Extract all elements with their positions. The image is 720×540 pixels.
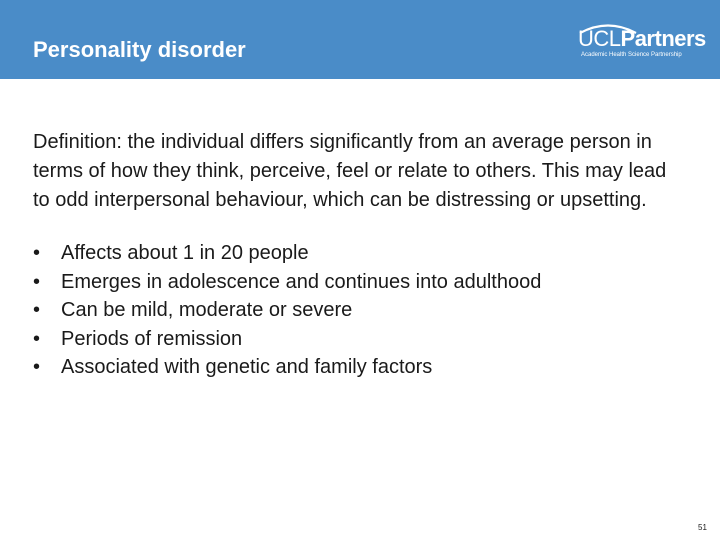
logo-partners-text: Partners: [620, 26, 706, 51]
bullet-text: Associated with genetic and family factors: [61, 356, 433, 378]
logo-tagline: Academic Health Science Partnership: [581, 52, 682, 58]
bullet-text: Periods of remission: [61, 327, 243, 350]
bullet-icon: •: [33, 356, 41, 378]
bullet-icon: •: [33, 270, 41, 293]
page-number: 51: [698, 523, 707, 532]
bullet-list: [33, 239, 683, 382]
uclpartners-logo: [578, 22, 706, 62]
slide-content: [33, 128, 683, 382]
logo-wordmark: [578, 27, 706, 51]
list-item: [33, 353, 683, 382]
list-item: [33, 268, 683, 297]
bullet-text: Can be mild, moderate or severe: [61, 299, 353, 321]
list-item: [33, 239, 683, 268]
list-item: [33, 296, 683, 325]
bullet-icon: •: [33, 327, 41, 350]
bullet-text: Affects about 1 in 20 people: [61, 242, 309, 264]
definition-text: Definition: the individual differs significantly from an average person in terms of how they think, perceive, feel or relate to others. This may lead to odd interpersonal behaviour, which can be distressing or upsetting.: [33, 131, 667, 211]
list-item: [33, 325, 683, 354]
bullet-icon: •: [33, 299, 41, 321]
logo-ucl-text: UCL: [578, 26, 621, 51]
bullet-icon: •: [33, 242, 41, 264]
header-bar: [0, 0, 720, 79]
bullet-text: Emerges in adolescence and continues into adulthood: [61, 270, 542, 293]
page-title: Personality disorder: [33, 37, 246, 62]
